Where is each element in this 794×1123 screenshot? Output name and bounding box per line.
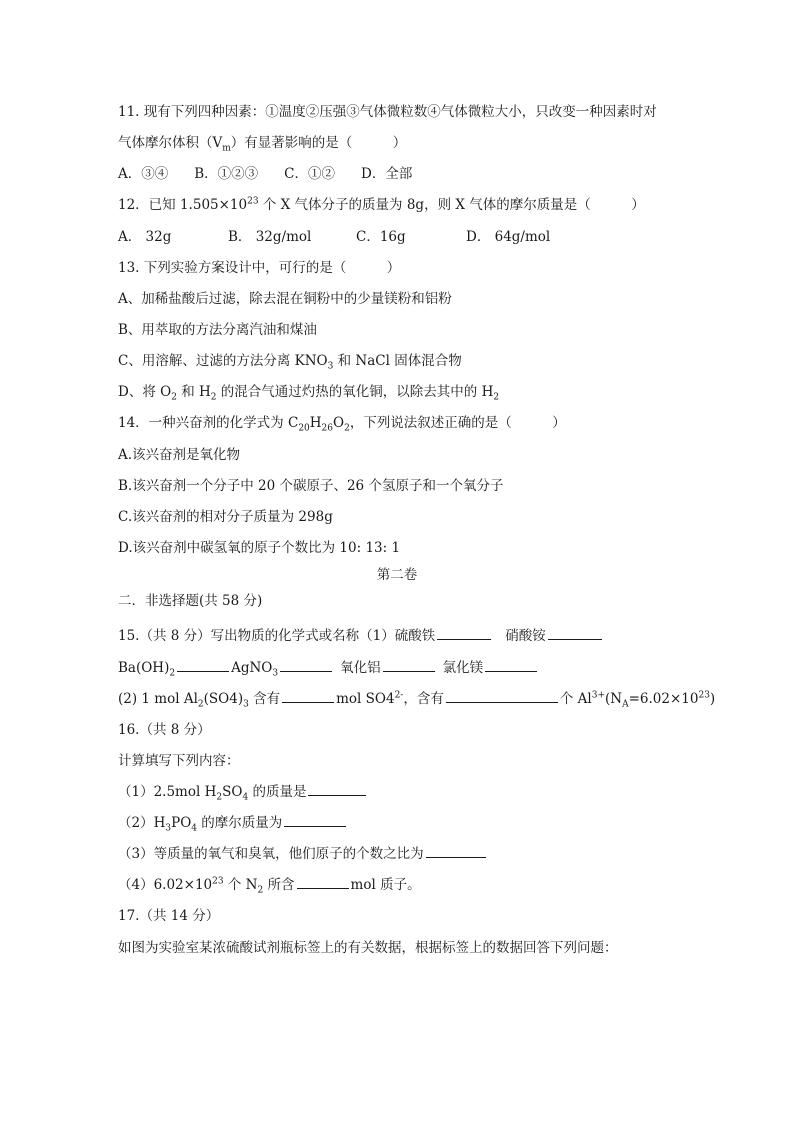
q16-head: 16.（共 8 分）: [118, 722, 211, 738]
q12-option-d: D． 64g/mol: [466, 229, 551, 245]
q14-option-b: B.该兴奋剂一个分子中 20 个碳原子、26 个氢原子和一个氧分子: [118, 478, 504, 494]
q17-head: 17.（共 14 分）: [118, 908, 220, 924]
q11-option-d: D．全部: [361, 166, 413, 182]
section-title: 第二卷: [376, 567, 418, 583]
q14-option-c: C.该兴奋剂的相对分子质量为 298g: [118, 509, 333, 525]
q16-item-2: $(2)H_3PO_4$ 的摩尔质量为: [118, 814, 348, 832]
q13-option-d: D、将 $O_2$ 和 $H_2$ 的混合气通过灼热的氧化铜，以除去其中的 $H_2$: [118, 384, 500, 403]
q16-item-4: $(4)6.02\times 10^{23}$ 个 $N_2$ 所含 mol 质子。: [118, 876, 421, 896]
q12-option-b: B． 32g/mol: [228, 229, 312, 245]
answer-blank[interactable]: [177, 659, 229, 672]
q11-option-c: C．①②: [284, 166, 336, 182]
answer-blank[interactable]: [437, 627, 491, 640]
q11-option-a: A．③④: [118, 166, 169, 182]
answer-blank[interactable]: [548, 627, 602, 640]
q12-options: [118, 228, 550, 246]
q13-option-a: A、加稀盐酸后过滤，除去混在铜粉中的少量镁粉和铝粉: [118, 291, 452, 307]
answer-blank[interactable]: [297, 876, 349, 889]
q12-stem: 12．已知 $1.505\times 10^{23}$ 个 X 气体分子的质量为 8g，则 X 气体的摩尔质量是（ ）: [118, 196, 645, 213]
q16-item-3: （3）等质量的氧气和臭氧，他们原子的个数之比为: [118, 845, 488, 863]
q12-option-a: A． 32g: [118, 229, 172, 245]
q11-stem-line1: 11. 现有下列四种因素：①温度②压强③气体微粒数④气体微粒大小，只改变一种因素时对: [118, 104, 657, 120]
q14-option-d: D.该兴奋剂中碳氢氧的原子个数比为 10: 13: 1: [118, 540, 401, 556]
q13-option-c: C、用溶解、过滤的方法分离 $KNO_3$ 和 NaCl 固体混合物: [118, 353, 462, 372]
q17-intro: 如图为实验室某浓硫酸试剂瓶标签上的有关数据，根据标签上的数据回答下列问题：: [118, 940, 618, 956]
q16-item-1: （1）2.5mol $H_2SO_4$ 的质量是: [118, 783, 368, 801]
answer-blank[interactable]: [485, 659, 537, 672]
answer-blank[interactable]: [446, 690, 558, 703]
q15-line1: 15.（共 8 分）写出物质的化学式或名称（1）硫酸铁 硝酸铵: [118, 627, 604, 645]
answer-blank[interactable]: [426, 845, 486, 858]
answer-blank[interactable]: [282, 690, 334, 703]
q13-stem: 13. 下列实验方案设计中，可行的是（ ）: [118, 260, 401, 276]
answer-blank[interactable]: [383, 659, 435, 672]
q15-line2: $Ba(OH)_2$ AgNO$_3$ 氧化铝 氯化镁: [118, 659, 539, 677]
answer-blank[interactable]: [280, 659, 332, 672]
q13-option-b: B、用萃取的方法分离汽油和煤油: [118, 322, 317, 338]
answer-blank[interactable]: [308, 783, 366, 796]
part2-heading: 二．非选择题(共 58 分): [118, 593, 263, 609]
answer-blank[interactable]: [284, 814, 346, 827]
q16-intro: 计算填写下列内容：: [118, 753, 240, 769]
q14-option-a: A.该兴奋剂是氧化物: [118, 447, 241, 463]
q11-option-b: B．①②③: [194, 166, 259, 182]
q14-stem: 14．一种兴奋剂的化学式为 $C_{20}H_{26}O_2$，下列说法叙述正确的是（ ）: [118, 415, 566, 434]
q12-option-c: C．16g: [356, 229, 406, 245]
q11-options: [118, 165, 412, 183]
q15-line3: (2) 1 mol $Al_2(SO4)_3$ 含有 mol $SO4^{2-}$，含有 个 $Al^{3+}(N_A=6.02\times 10^{23})$: [118, 690, 716, 710]
q11-stem-line2: 气体摩尔体积$(V_m)$有显著影响的是（ ）: [118, 135, 407, 154]
